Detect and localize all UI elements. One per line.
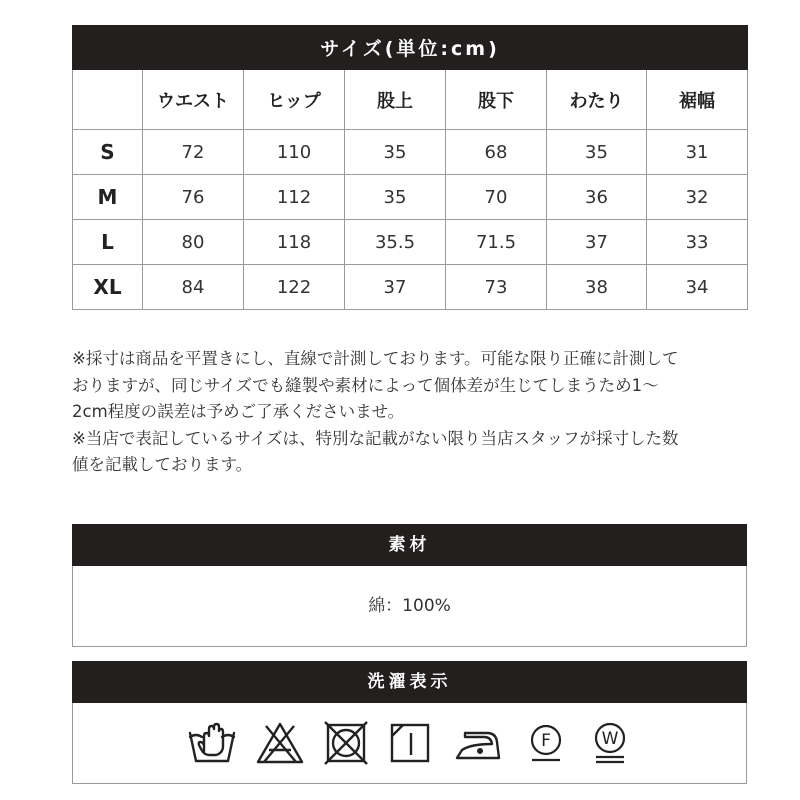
- material-heading: 素材: [72, 524, 747, 566]
- line-dry-icon: [387, 720, 433, 766]
- measurement-notes: [72, 346, 762, 479]
- table-cell: 71.5: [446, 220, 547, 265]
- care-heading: 洗濯表示: [72, 661, 747, 703]
- table-cell: 84: [143, 265, 244, 310]
- column-header-hip: ヒップ: [244, 70, 345, 130]
- size-table-header-row: [73, 70, 748, 130]
- care-symbols: [72, 703, 747, 784]
- size-label: L: [73, 220, 143, 265]
- table-cell: 70: [446, 175, 547, 220]
- no-tumble-dry-icon: [323, 720, 369, 766]
- iron-low-icon: [451, 720, 505, 766]
- wet-clean-w-icon: [587, 720, 633, 766]
- table-cell: 118: [244, 220, 345, 265]
- size-label: XL: [73, 265, 143, 310]
- table-cell: 80: [143, 220, 244, 265]
- table-cell: 35: [547, 130, 647, 175]
- table-cell: 112: [244, 175, 345, 220]
- column-header-hem-width: 裾幅: [647, 70, 748, 130]
- dry-clean-f-icon: [523, 720, 569, 766]
- table-cell: 32: [647, 175, 748, 220]
- note-line: 値を記載しております。: [72, 455, 253, 474]
- size-table-title: サイズ(単位:cm): [73, 26, 748, 70]
- note-line: ※当店で表記しているサイズは、特別な記載がない限り当店スタッフが採寸した数: [72, 428, 679, 448]
- table-cell: 68: [446, 130, 547, 175]
- table-cell: 73: [446, 265, 547, 310]
- table-cell: 122: [244, 265, 345, 310]
- table-cell: 35: [345, 130, 446, 175]
- column-header-inseam: 股下: [446, 70, 547, 130]
- table-cell: 35.5: [345, 220, 446, 265]
- table-cell: 33: [647, 220, 748, 265]
- note-line: 2cm程度の誤差は予めご了承くださいませ。: [72, 402, 405, 421]
- wet-clean-letter: W: [601, 729, 618, 749]
- dry-clean-letter: F: [540, 731, 551, 751]
- note-line: ※採寸は商品を平置きにし、直線で計測しております。可能な限り正確に計測して: [72, 349, 679, 368]
- table-row: [73, 265, 748, 310]
- table-cell: 37: [345, 265, 446, 310]
- size-label: S: [73, 130, 143, 175]
- table-cell: 110: [244, 130, 345, 175]
- hand-wash-icon: [187, 720, 237, 766]
- column-header-rise: 股上: [345, 70, 446, 130]
- material-value: 綿：100%: [72, 566, 747, 647]
- size-label: M: [73, 175, 143, 220]
- table-cell: 37: [547, 220, 647, 265]
- table-cell: 38: [547, 265, 647, 310]
- column-header-thigh: わたり: [547, 70, 647, 130]
- table-cell: 31: [647, 130, 748, 175]
- table-cell: 34: [647, 265, 748, 310]
- no-bleach-icon: [255, 720, 305, 766]
- table-cell: 76: [143, 175, 244, 220]
- table-cell: 36: [547, 175, 647, 220]
- table-row: [73, 130, 748, 175]
- table-cell: 35: [345, 175, 446, 220]
- note-line: おりますが、同じサイズでも縫製や素材によって個体差が生じてしまうため1～: [72, 375, 659, 395]
- column-header-blank: [73, 70, 143, 130]
- size-table: [72, 25, 748, 310]
- table-row: [73, 220, 748, 265]
- table-row: [73, 175, 748, 220]
- column-header-waist: ウエスト: [143, 70, 244, 130]
- table-cell: 72: [143, 130, 244, 175]
